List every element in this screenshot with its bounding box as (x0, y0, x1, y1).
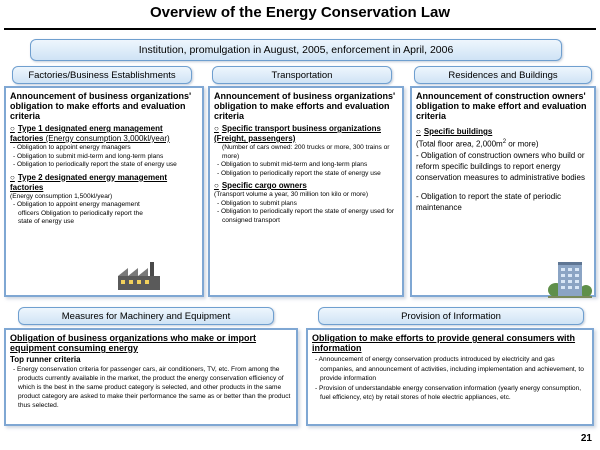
information-box (306, 328, 594, 426)
transport-specific-note: (Number of cars owned: 200 trucks or more, 300 trains or more) (222, 144, 390, 160)
title-rule (4, 28, 596, 30)
residences-heading: Announcement of construction owners' obligation to make effort and evaluation criteria (416, 91, 587, 121)
type2-item: - Obligation to appoint energy management officers Obligation to periodically report the state of energy use (13, 201, 143, 225)
cargo-item: - Obligation to submit plans (217, 199, 297, 207)
floor-area-note: (Total floor area, $2,000m^2$ or more) (416, 139, 539, 149)
institution-banner (30, 39, 562, 61)
transport-item: - Obligation to submit mid-term and long-term plans (217, 161, 368, 168)
machinery-label: Measures for Machinery and Equipment (18, 307, 274, 325)
type2-title: ○ Type 2 designated energy management factories (10, 172, 168, 192)
residences-item: - Obligation of construction owners who build or reform specific buildings to report energy conservation measures to administrative bodies (416, 150, 585, 182)
factories-label: Factories/Business Establishments (12, 66, 192, 84)
information-item: - Provision of understandable energy conservation information (yearly energy consumption, fuel efficiency, etc) by retail stores of hole electric appliances, etc. (315, 384, 582, 401)
information-heading: Obligation to make efforts to provide general consumers with information (312, 333, 576, 353)
machinery-text: - Energy conservation criteria for passenger cars, air conditioners, TV, etc. From among the products currently available in the market, the product the energy conservation efficiency of which is the best in the same product category is selected, and other products in the same product category are asked to make their performance the same as or better than the product thus selected. (13, 366, 291, 409)
cargo-note: (Transport volume a year, 30 million ton kilo or more) (214, 191, 369, 198)
machinery-box (4, 328, 298, 426)
cargo-item: - Obligation to periodically report the state of energy used for consigned transport (217, 208, 395, 224)
residences-label: Residences and Buildings (414, 66, 592, 84)
factories-box (4, 86, 204, 297)
building-icon (548, 258, 592, 298)
cargo-title: ○ Specific cargo owners (214, 181, 307, 190)
residences-item: - Obligation to report the state of periodic maintenance (416, 191, 561, 212)
top-runner-title: Top runner criteria (10, 355, 81, 364)
information-label: Provision of Information (318, 307, 584, 325)
page-title: Overview of the Energy Conservation Law (149, 4, 451, 21)
transportation-label: Transportation (212, 66, 392, 84)
type1-title: ○ Type 1 designated energ management factories (Energy consumption 3,000kl/year) (10, 124, 170, 143)
specific-buildings-title: ○ Specific buildings (416, 127, 493, 136)
page-number: 21 (580, 433, 592, 444)
type1-item: - Obligation to submit mid-term and long-term plans (13, 152, 164, 160)
transportation-box (208, 86, 404, 297)
institution-text: Institution, promulgation in August, 2005, enforcement in April, 2006 (138, 44, 454, 56)
transport-item: - Obligation to periodically report the state of energy use (217, 169, 381, 177)
type1-item: - Obligation to periodically report the state of energy use (13, 161, 177, 168)
machinery-heading: Obligation of business organizations who make or import equipment consuming energy (10, 333, 257, 353)
type2-note: (Energy consumption 1,500kl/year) (10, 192, 113, 200)
transportation-heading: Announcement of business organizations' obligation to make efforts and evaluation criteria (214, 91, 396, 121)
type1-item: - Obligation to appoint energy managers (13, 144, 131, 151)
transport-specific-title: ○ Specific transport business organizations (Freight, passengers) (214, 124, 381, 143)
information-item: - Announcement of energy conservation products introduced by electricity and gas companies, and announcement of activities, including implementation and achievement, to provide information (315, 356, 584, 382)
factory-icon (118, 262, 160, 290)
factories-heading: Announcement of business organizations' obligation to make efforts and evaluation criteria (10, 91, 192, 121)
